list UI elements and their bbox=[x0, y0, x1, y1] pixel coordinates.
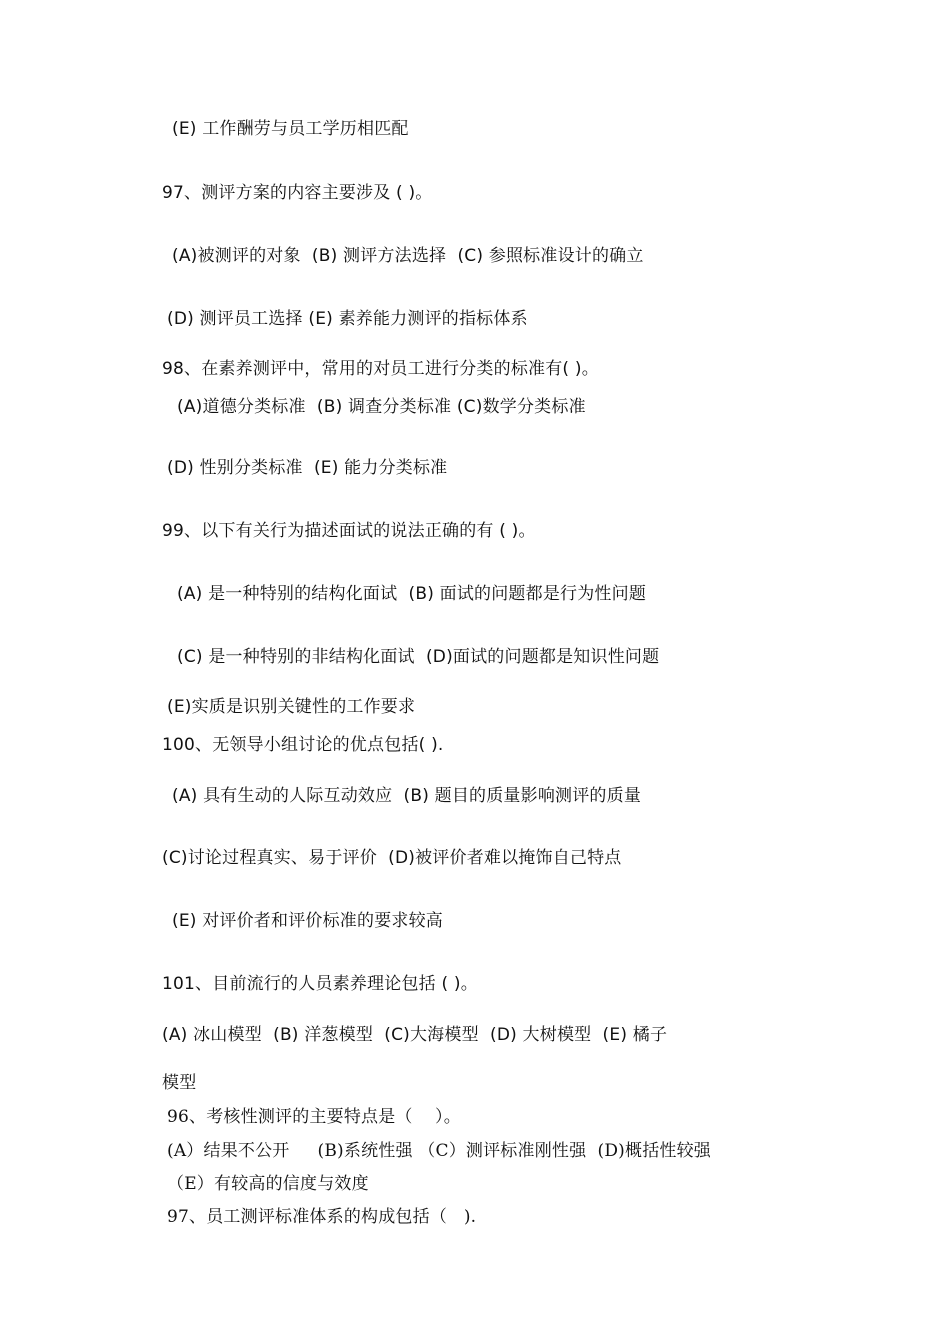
option-line: (A)被测评的对象 (B) 测评方法选择 (C) 参照标准设计的确立 bbox=[172, 246, 644, 266]
option-line: (C) 是一种特别的非结构化面试 (D)面试的问题都是知识性问题 bbox=[177, 647, 660, 667]
option-line: (A) 具有生动的人际互动效应 (B) 题目的质量影响测评的质量 bbox=[172, 786, 642, 806]
option-line: (A）结果不公开 (B)系统性强 （C）测评标准刚性强 (D)概括性较强 bbox=[167, 1141, 711, 1161]
question-101: 101、目前流行的人员素养理论包括 ( )。 bbox=[162, 974, 478, 994]
question-100: 100、无领导小组讨论的优点包括( ). bbox=[162, 735, 444, 755]
option-line: (D) 性别分类标准 (E) 能力分类标准 bbox=[167, 458, 448, 478]
question-99: 99、以下有关行为描述面试的说法正确的有 ( )。 bbox=[162, 521, 536, 541]
option-line: (A) 冰山模型 (B) 洋葱模型 (C)大海模型 (D) 大树模型 (E) 橘子 bbox=[162, 1025, 668, 1045]
option-line: (A)道德分类标准 (B) 调查分类标准 (C)数学分类标准 bbox=[177, 397, 586, 417]
option-line-continued: 模型 bbox=[162, 1073, 197, 1093]
option-line: (E) 工作酬劳与员工学历相匹配 bbox=[172, 119, 409, 139]
question-96: 96、考核性测评的主要特点是（ ）。 bbox=[167, 1107, 461, 1127]
question-97: 97、测评方案的内容主要涉及 ( )。 bbox=[162, 183, 433, 203]
question-97-b: 97、员工测评标准体系的构成包括（ ). bbox=[167, 1207, 477, 1227]
option-line: (A) 是一种特别的结构化面试 (B) 面试的问题都是行为性问题 bbox=[177, 584, 647, 604]
option-line: (E)实质是识别关键性的工作要求 bbox=[167, 697, 416, 717]
option-line: (D) 测评员工选择 (E) 素养能力测评的指标体系 bbox=[167, 309, 528, 329]
option-line: （E）有较高的信度与效度 bbox=[167, 1174, 369, 1194]
question-98: 98、在素养测评中，常用的对员工进行分类的标准有( )。 bbox=[162, 359, 599, 379]
option-line: (E) 对评价者和评价标准的要求较高 bbox=[172, 911, 444, 931]
option-line: (C)讨论过程真实、易于评价 (D)被评价者难以掩饰自己特点 bbox=[162, 848, 622, 868]
